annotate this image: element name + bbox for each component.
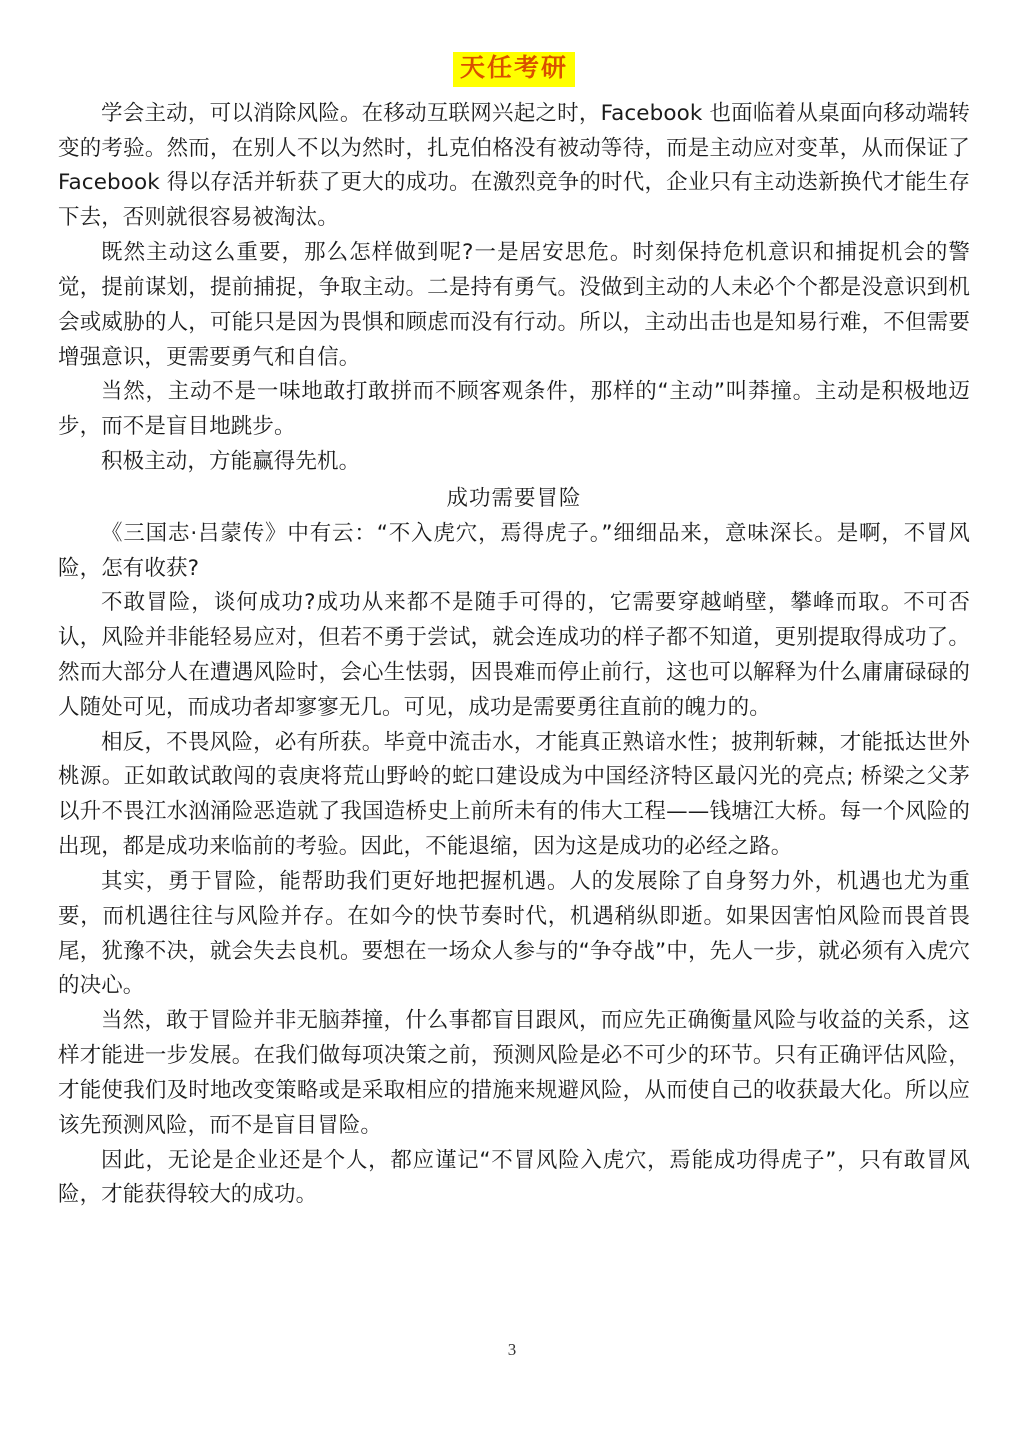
watermark-title: 天任考研 (453, 52, 575, 87)
paragraph-5: 《三国志·吕蒙传》中有云：“不入虎穴，焉得虎子。”细细品来，意味深长。是啊，不冒风险，怎有收获? (58, 520, 970, 581)
paragraph-10: 因此，无论是企业还是个人，都应谨记“不冒风险入虎穴，焉能成功得虎子”，只有敢冒风险，才能获得较大的成功。 (58, 1147, 970, 1208)
paragraph-1: 学会主动，可以消除风险。在移动互联网兴起之时，Facebook 也面临着从桌面向移动端转变的考验。然而，在别人不以为然时，扎克伯格没有被动等待，而是主动应对变革，从而保证了 Facebook 得以存活并斩获了更大的成功。在激烈竞争的时代，企业只有主动迭新换代才能生存下去，否则就很容易被淘汰。 (58, 100, 970, 231)
page-number: 3 (507, 1340, 517, 1359)
paragraph-2: 既然主动这么重要，那么怎样做到呢?一是居安思危。时刻保持危机意识和捕捉机会的警觉，提前谋划，提前捕捉，争取主动。二是持有勇气。没做到主动的人未必个个都是没意识到机会或威胁的人，可能只是因为畏惧和顾虑而没有行动。所以，主动出击也是知易行难，不但需要增强意识，更需要勇气和自信。 (58, 240, 970, 370)
section-heading: 成功需要冒险 (446, 485, 582, 511)
paragraph-8: 其实，勇于冒险，能帮助我们更好地把握机遇。人的发展除了自身努力外，机遇也尤为重要，而机遇往往与风险并存。在如今的快节奏时代，机遇稍纵即逝。如果因害怕风险而畏首畏尾，犹豫不决，就会失去良机。要想在一场众人参与的“争夺战”中，先人一步，就必须有入虎穴的决心。 (58, 868, 970, 999)
paragraph-3: 当然，主动不是一味地敢打敢拼而不顾客观条件，那样的“主动”叫莽撞。主动是积极地迈步，而不是盲目地跳步。 (58, 379, 970, 440)
paragraph-9: 当然，敢于冒险并非无脑莽撞，什么事都盲目跟风，而应先正确衡量风险与收益的关系，这样才能进一步发展。在我们做每项决策之前，预测风险是必不可少的环节。只有正确评估风险，才能使我们及时地改变策略或是采取相应的措施来规避风险，从而使自己的收获最大化。所以应该先预测风险，而不是盲目冒险。 (58, 1008, 970, 1138)
paragraph-7: 相反，不畏风险，必有所获。毕竟中流击水，才能真正熟谙水性；披荆斩棘，才能抵达世外桃源。正如敢试敢闯的袁庚将荒山野岭的蛇口建设成为中国经济特区最闪光的亮点; 桥梁之父茅以升不畏江水汹涌险恶造就了我国造桥史上前所未有的伟大工程——钱塘江大桥。每一个风险的出现，都是成功来临前的考验。因此，不能退缩，因为这是成功的必经之路。 (58, 729, 970, 860)
paragraph-4: 积极主动，方能赢得先机。 (101, 449, 361, 475)
document-body (58, 52, 970, 1213)
watermark-title-row (58, 52, 970, 87)
paragraph-6: 不敢冒险，谈何成功?成功从来都不是随手可得的，它需要穿越峭壁，攀峰而取。不可否认，风险并非能轻易应对，但若不勇于尝试，就会连成功的样子都不知道，更别提取得成功了。然而大部分人在遭遇风险时，会心生怯弱，因畏难而停止前行，这也可以解释为什么庸庸碌碌的人随处可见，而成功者却寥寥无几。可见，成功是需要勇往直前的魄力的。 (58, 590, 970, 720)
